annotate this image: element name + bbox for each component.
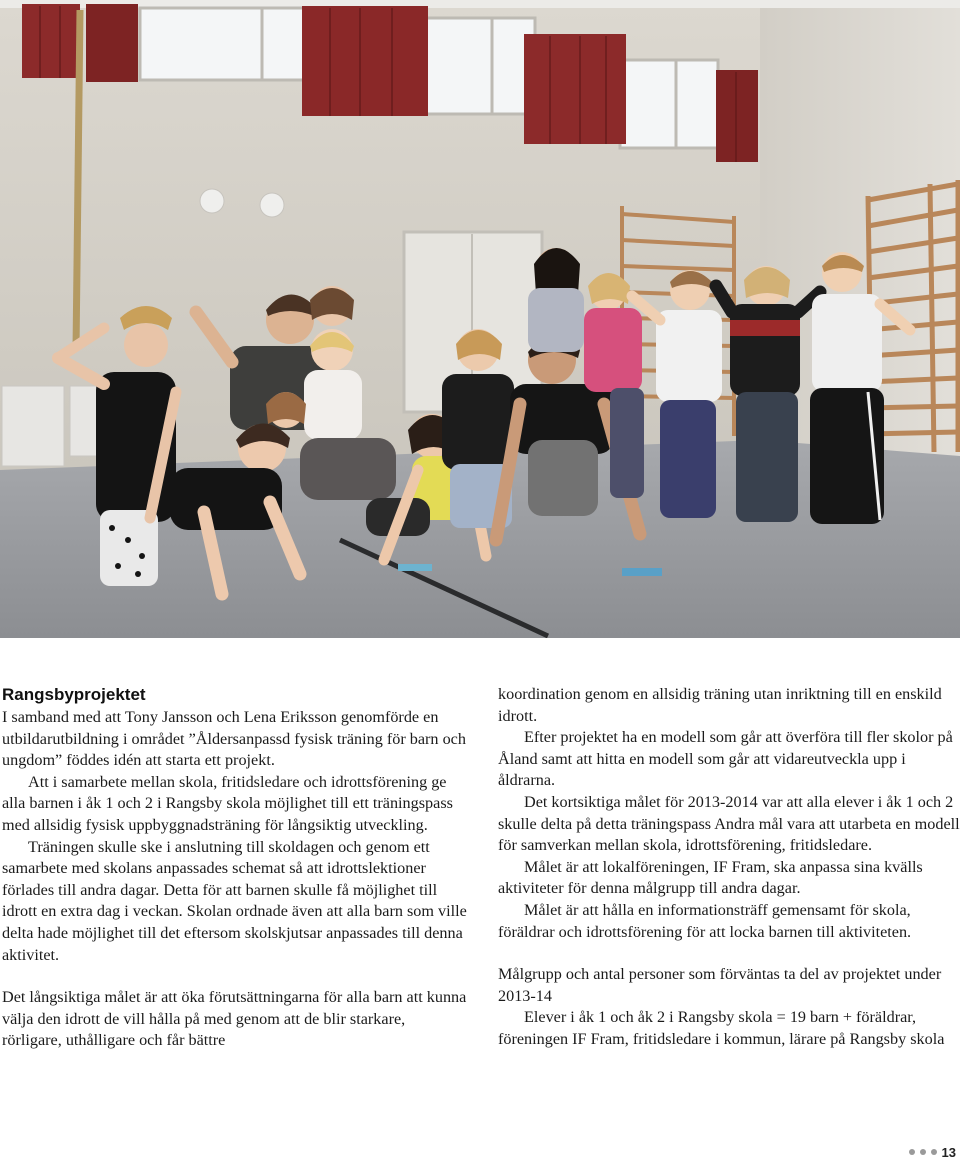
paragraph: Målet är att hålla en informationsträff gemensamt för skola, föräldrar och idrottsförening för att locka barnen till aktiviteten.	[498, 900, 912, 941]
dot-icon	[909, 1149, 915, 1155]
article-left-column	[2, 684, 468, 1052]
paragraph: Att i samarbete mellan skola, fritidsledare och idrottsförening ge alla barnen i åk 1 och 2 i Rangsby skola möjlighet till ett träningspass med allsidig fysisk uppbyggnadsträning för långsiktig utveckling.	[2, 772, 453, 834]
article-heading: Rangsbyprojektet	[2, 685, 146, 704]
page-number: 13	[941, 1144, 956, 1160]
article-right-column	[498, 684, 960, 1051]
paragraph: koordination genom en allsidig träning utan inriktning till en enskild idrott.	[498, 685, 942, 725]
paragraph: Träningen skulle ske i anslutning till skoldagen och genom ett samarbete med skolans anpassades schemat så att idrottslektioner förlades till andra dagar. Detta för att barnen skulle få möjlighet till idrott en extra dag i veckan. Skolan ordnade även att alla barn som ville delta hade möjlighet till det eftersom skolskjutsar anpassades till denna aktivitet.	[2, 837, 467, 964]
paragraph: I samband med att Tony Jansson och Lena Eriksson genomförde en utbildarutbildning i området ”Åldersanpassd fysisk träning för barn och ungdom” föddes idén att starta ett projekt.	[2, 708, 466, 770]
paragraph: Det kortsiktiga målet för 2013-2014 var att alla elever i åk 1 och 2 skulle delta på detta träningspass Andra mål vara att utarbeta en modell för samverkan mellan skola, idrottsförening, fritidsledare.	[498, 792, 960, 855]
paragraph: Elever i åk 1 och åk 2 i Rangsby skola = 19 barn + föräldrar, föreningen IF Fram, fritidsledare i kommun, lärare på Rangsby skola	[498, 1008, 945, 1048]
paragraph: Efter projektet ha en modell som går att överföra till fler skolor på Åland samt att hitta en modell som går att vidareutveckla upp i åldrarna.	[498, 728, 953, 790]
dot-icon	[920, 1149, 926, 1155]
paragraph: Målgrupp och antal personer som förväntas ta del av projektet under 2013-14	[498, 965, 942, 1005]
page-footer	[909, 1143, 956, 1161]
paragraph: Det långsiktiga målet är att öka förutsättningarna för alla barn att kunna välja den idrott de vill hålla på med genom att de blir starkare, rörligare, uthålligare och får bättre	[2, 988, 467, 1050]
paragraph: Målet är att lokalföreningen, IF Fram, ska anpassa sina kvälls aktiviteter för denna målgrupp till andra dagar.	[498, 857, 923, 898]
dot-icon	[931, 1149, 937, 1155]
